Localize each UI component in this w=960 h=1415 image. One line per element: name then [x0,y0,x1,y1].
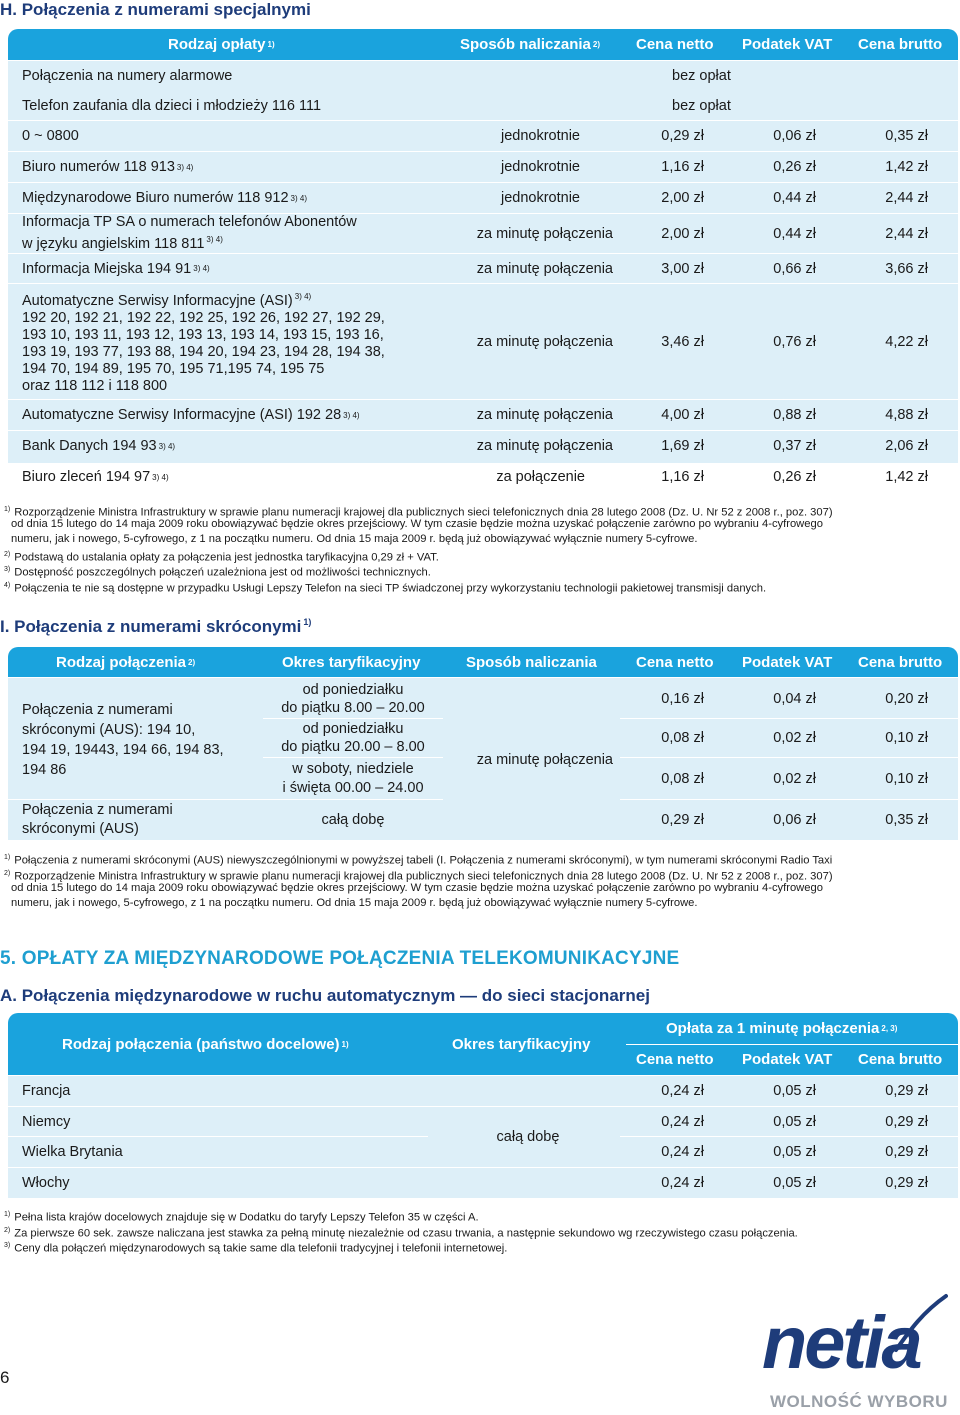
header-cena-netto: Cena netto [636,36,714,53]
row-net: 0,24 zł [661,1083,704,1099]
row-net: 1,16 zł [661,159,704,175]
period-cell: od poniedziałku do piątku 8.00 – 20.00 [281,681,425,716]
row-method: za minutę połączenia [476,438,613,454]
footnote: $^{2)}$ Rozporządzenie Ministra Infrastruktury w sprawie planu numeracji krajowej dla publicznych sieci telefonicznych dnia 28 lutego 2008 (Dz. U. Nr 52 z 2008 r., poz. 307) [4,870,833,883]
header-okres-taryfikacyjny: Okres taryfikacyjny [452,1035,591,1053]
row-label: Francja [22,1083,71,1099]
row-net: 1,69 zł [661,438,704,454]
period-cell: od poniedziałku do piątku 20.00 – 8.00 [281,721,425,755]
table-row [8,1076,958,1106]
row-gross: 0,29 zł [885,1144,928,1160]
table-row [8,1107,958,1136]
row-gross: 2,06 zł [885,438,928,454]
row-vat: 0,37 zł [773,438,816,454]
row-gross: 0,29 zł [885,1113,928,1130]
header-cena-brutto: Cena brutto [858,653,943,671]
header-okres-taryfikacyjny: Okres taryfikacyjny [282,653,421,671]
row-net: 0,24 zł [661,1144,704,1160]
row-label: Biuro numerów 118 913 3) 4) [22,159,194,175]
row-net: 0,24 zł [661,1175,704,1191]
period-cell: całą dobę [321,812,385,828]
row-net: 3,46 zł [661,333,704,350]
row-net: 2,00 zł [661,190,704,206]
row-net: 1,16 zł [661,469,704,485]
section-h-title: H. Połączenia z numerami specjalnymi [0,0,311,19]
section-i-title: I. Połączenia z numerami skróconymi $^{1)}$ [0,617,312,636]
header-cena-netto: Cena netto [636,1051,714,1068]
vat-cell: 0,04 zł [773,690,816,707]
gross-cell: 0,35 zł [885,812,928,828]
row-gross: 4,88 zł [885,407,928,423]
row-label: Włochy [22,1175,70,1191]
footnote: $^{1)}$ Pełna lista krajów docelowych znajduje się w Dodatku do taryfy Lepszy Telefon 35 w części A. [4,1211,479,1224]
method-cell: za minutę połączenia [476,751,613,768]
row-label: Automatyczne Serwisy Informacyjne (ASI) 192 28 3) 4) [22,407,360,423]
gross-cell: 0,10 zł [885,770,928,787]
gross-cell: 0,20 zł [885,690,928,707]
group1-label: Połączenia z numerami skróconymi (AUS): 194 10, 194 19, 19443, 194 66, 194 83, 194 86 [22,702,224,778]
logo-text: netia [762,1301,920,1384]
header-podatek-vat: Podatek VAT [742,653,833,671]
footnote: od dnia 15 lutego do 14 maja 2009 roku obowiązywać będzie okres przejściowy. W tym czasie będzie można uzyskać połączenie zarówno po wybraniu 4-cyfrowego [11,882,823,894]
row-vat: 0,76 zł [773,333,816,350]
row-method: jednokrotnie [501,128,580,144]
row-vat: 0,44 zł [773,225,816,242]
row-vat: 0,05 zł [773,1083,816,1099]
footnote: $^{2)}$ Podstawą do ustalania opłaty za połączenia jest jednostka taryfikacyjna 0,29 zł + VAT. [4,551,439,564]
row-net: 4,00 zł [661,407,704,423]
netia-logo [748,1292,948,1384]
net-cell: 0,16 zł [661,690,704,707]
period-cell: całą dobę [496,1129,560,1145]
row-method: jednokrotnie [501,190,580,206]
footnote: $^{3)}$ Ceny dla połączeń międzynarodowych są takie same dla telefonii tradycyjnej i telefonii internetowej. [4,1242,508,1255]
header-podatek-vat: Podatek VAT [742,1051,833,1068]
row-net: 0,29 zł [661,128,704,144]
row-label: Wielka Brytania [22,1144,123,1160]
row-gross: 1,42 zł [885,159,928,175]
row-net: 3,00 zł [661,260,704,277]
row-label: Bank Danych 194 93 3) 4) [22,438,176,454]
row-label: Automatyczne Serwisy Informacyjne (ASI) $^{3) 4)}$ 192 20, 192 21, 192 22, 192 25, 192 26, 192 27, 192 29, 193 10, 193 11, 193 12, 193 13, 193 14, 193 15, 193 16, 193 19, 193 77, 193 88, 194 20, 194 23, 194 28, 194 38, 194 70, 194 89, 195 70, 195 71,195 74, 195 75 oraz 118 112 i 118 800 [22,292,385,394]
row-vat: 0,05 zł [773,1144,816,1160]
row-net: 2,00 zł [661,225,704,242]
footnote: $^{1)}$ Połączenia z numerami skróconymi (AUS) niewyszczególnionymi w powyższej tabeli (I. Połączenia z numerami skróconymi), w tym numerami skróconymi Radio Taxi [4,854,833,867]
section-5-title: 5. OPŁATY ZA MIĘDZYNARODOWE POŁĄCZENIA TELEKOMUNIKACYJNE [0,948,680,969]
row-gross: 2,44 zł [885,190,928,206]
row-vat: 0,44 zł [773,190,816,206]
row-method: za minutę połączenia [476,407,613,423]
row-net: 0,24 zł [661,1113,704,1130]
row-free: bez opłat [672,67,731,84]
row-gross: 0,29 zł [885,1083,928,1099]
header-podatek-vat: Podatek VAT [742,36,833,53]
row-method: za minutę połączenia [476,225,613,242]
period-cell: w soboty, niedziele i święta 00.00 – 24.00 [282,760,424,796]
row-label: Informacja Miejska 194 91 3) 4) [22,260,210,277]
header-sposob-naliczania: Sposób naliczania 2) [460,36,600,53]
row-method: za połączenie [496,469,585,485]
net-cell: 0,08 zł [661,770,704,787]
footnote: $^{1)}$ Rozporządzenie Ministra Infrastruktury w sprawie planu numeracji krajowej dla publicznych sieci telefonicznych dnia 28 lutego 2008 (Dz. U. Nr 52 z 2008 r., poz. 307) [4,506,833,519]
row-method: za minutę połączenia [476,260,613,277]
row-vat: 0,26 zł [773,469,816,485]
footnote: numeru, jak i nowego, 5-cyfrowego, z 1 na początku numeru. Od dnia 15 maja 2009 r. będą już obowiązywać wyłącznie numery 5-cyfrowe. [11,533,698,545]
row-vat: 0,66 zł [773,260,816,277]
net-cell: 0,29 zł [661,812,704,828]
vat-cell: 0,06 zł [773,812,816,828]
row-label: Połączenia na numery alarmowe [22,67,233,84]
header-cena-brutto: Cena brutto [858,1051,943,1068]
row-label: Biuro zleceń 194 97 3) 4) [22,469,169,485]
gross-cell: 0,10 zł [885,730,928,746]
row-free: bez opłat [672,97,731,114]
header-oplata: Opłata za 1 minutę połączenia 2, 3) [666,1020,898,1037]
header-sposob-naliczania: Sposób naliczania [466,653,597,671]
net-cell: 0,08 zł [661,730,704,746]
footnote: od dnia 15 lutego do 14 maja 2009 roku obowiązywać będzie okres przejściowy. W tym czasie będzie można uzyskać połączenie zarówno po wybraniu 4-cyfrowego [11,518,823,530]
row-label: Telefon zaufania dla dzieci i młodzieży 116 111 [22,97,322,114]
header-rodzaj-oplaty: Rodzaj opłaty 1) [168,36,275,53]
row-vat: 0,26 zł [773,159,816,175]
page-number: 6 [0,1368,10,1387]
vat-cell: 0,02 zł [773,770,816,787]
row-gross: 1,42 zł [885,469,928,485]
header-rodzaj-polaczenia: Rodzaj połączenia (państwo docelowe) 1) [62,1035,349,1053]
row-vat: 0,05 zł [773,1175,816,1191]
row-vat: 0,88 zł [773,407,816,423]
row-gross: 4,22 zł [885,333,928,350]
table-row [8,1137,958,1167]
tagline: WOLNOŚĆ WYBORU [770,1392,948,1411]
header-cena-netto: Cena netto [636,653,714,671]
row-label: Międzynarodowe Biuro numerów 118 912 3) 4) [22,190,307,206]
footnote: $^{3)}$ Dostępność poszczególnych połączeń uzależniona jest od możliwości technicznych. [4,566,431,579]
row-method: za minutę połączenia [476,333,613,350]
footnote: $^{4)}$ Połączenia te nie są dostępne w przypadku Usługi Lepszy Telefon na sieci TP świadczonej przy wykorzystaniu technologii pakietowej transmisji danych. [4,582,767,595]
vat-cell: 0,02 zł [773,730,816,746]
row-gross: 3,66 zł [885,260,928,277]
row-vat: 0,06 zł [773,128,816,144]
table-row [8,1168,958,1198]
header-rodzaj-polaczenia: Rodzaj połączenia 2) [56,653,196,671]
table-5a-body [8,0,958,1200]
section-5a-subtitle: A. Połączenia międzynarodowe w ruchu automatycznym — do sieci stacjonarnej [0,986,650,1005]
footnote: numeru, jak i nowego, 5-cyfrowego, z 1 na początku numeru. Od dnia 15 maja 2009 r. będą już obowiązywać wyłącznie numery 5-cyfrowe. [11,897,698,909]
row-vat: 0,05 zł [773,1113,816,1130]
row-label: Niemcy [22,1113,71,1130]
row-gross: 0,29 zł [885,1175,928,1191]
row-method: jednokrotnie [501,159,580,175]
row-gross: 2,44 zł [885,225,928,242]
group2-label: Połączenia z numerami skróconymi (AUS) [22,802,173,837]
row-gross: 0,35 zł [885,128,928,144]
header-cena-brutto: Cena brutto [858,36,943,53]
row-label: 0 ~ 0800 [22,128,79,144]
row-label: Informacja TP SA o numerach telefonów Abonentów w języku angielskim 118 811 $^{3) 4)}$ [22,214,357,252]
footnote: $^{2)}$ Za pierwsze 60 sek. zawsze naliczana jest stawka za pełną minutę niezależnie od czasu trwania, a następnie sekundowo wg rzeczywistego czasu połączenia. [4,1227,798,1240]
